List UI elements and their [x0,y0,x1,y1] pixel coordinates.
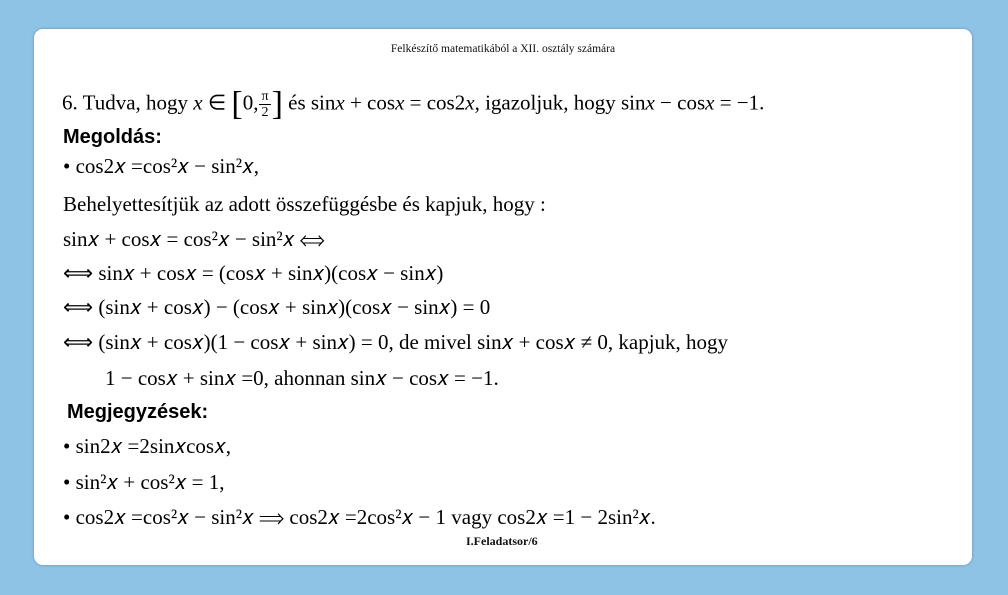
solution-line-3: sin𝑥 + cos𝑥 = cos²𝑥 − sin²𝑥 ⟺ [63,227,325,251]
note-2: • sin²𝑥 + cos²𝑥 = 1, [63,470,225,494]
note-3: • cos2𝑥 =cos²𝑥 − sin²𝑥 ⟹ cos2𝑥 =2cos²𝑥 − 1 vagy cos2𝑥 =1 − 2sin²𝑥. [63,505,656,529]
range-start: 0, [242,90,259,115]
pi-over-two [259,89,270,120]
solution-line-2: Behelyettesítjük az adott összefüggésbe és kapjuk, hogy : [63,192,546,216]
range-close: ] [271,85,283,123]
range-open: [ [231,85,243,123]
page-footer: I.Feladatsor/6 [466,534,538,548]
solution-heading: Megoldás: [63,126,162,148]
solution-line-6: ⟺ (sin𝑥 + cos𝑥)(1 − cos𝑥 + sin𝑥) = 0, de mivel sin𝑥 + cos𝑥 ≠ 0, kapjuk, hogy [63,330,729,354]
solution-line-4: ⟺ sin𝑥 + cos𝑥 = (cos𝑥 + sin𝑥)(cos𝑥 − sin𝑥) [63,261,444,285]
problem-rest: + cos [344,90,396,115]
page-header: Felkészítő matematikából a XII. osztály számára [390,43,616,55]
solution-line-5: ⟺ (sin𝑥 + cos𝑥) − (cos𝑥 + sin𝑥)(cos𝑥 − sin𝑥) = 0 [63,295,491,319]
problem-eq: = cos2 [404,90,466,115]
solution-line-7: 1 − cos𝑥 + sin𝑥 =0, ahonnan sin𝑥 − cos𝑥 = −1. [105,366,499,390]
frac-denominator: 2 [261,105,269,120]
notes-heading: Megjegyzések: [67,401,209,423]
problem-statement: 6. Tudva, hogy x ∈ [0, $\frac{\pi}{2}$ ] és sinx + cosx = cos2x, igazoljuk, hogy sinx − cosx = −1. [62,85,765,123]
problem-prefix: 6. Tudva, hogy [62,90,194,115]
problem-condition: és sin [282,90,336,115]
problem-tail3: = −1. [714,90,765,115]
problem-tail2: − cos [654,90,706,115]
solution-line-1: • cos2𝑥 =cos²𝑥 − sin²𝑥, [63,154,259,178]
frac-numerator: π [261,89,269,104]
note-1: • sin2𝑥 =2sin𝑥cos𝑥, [63,434,232,458]
problem-tail: , igazoljuk, hogy sin [474,90,646,115]
slide-card [34,29,972,565]
